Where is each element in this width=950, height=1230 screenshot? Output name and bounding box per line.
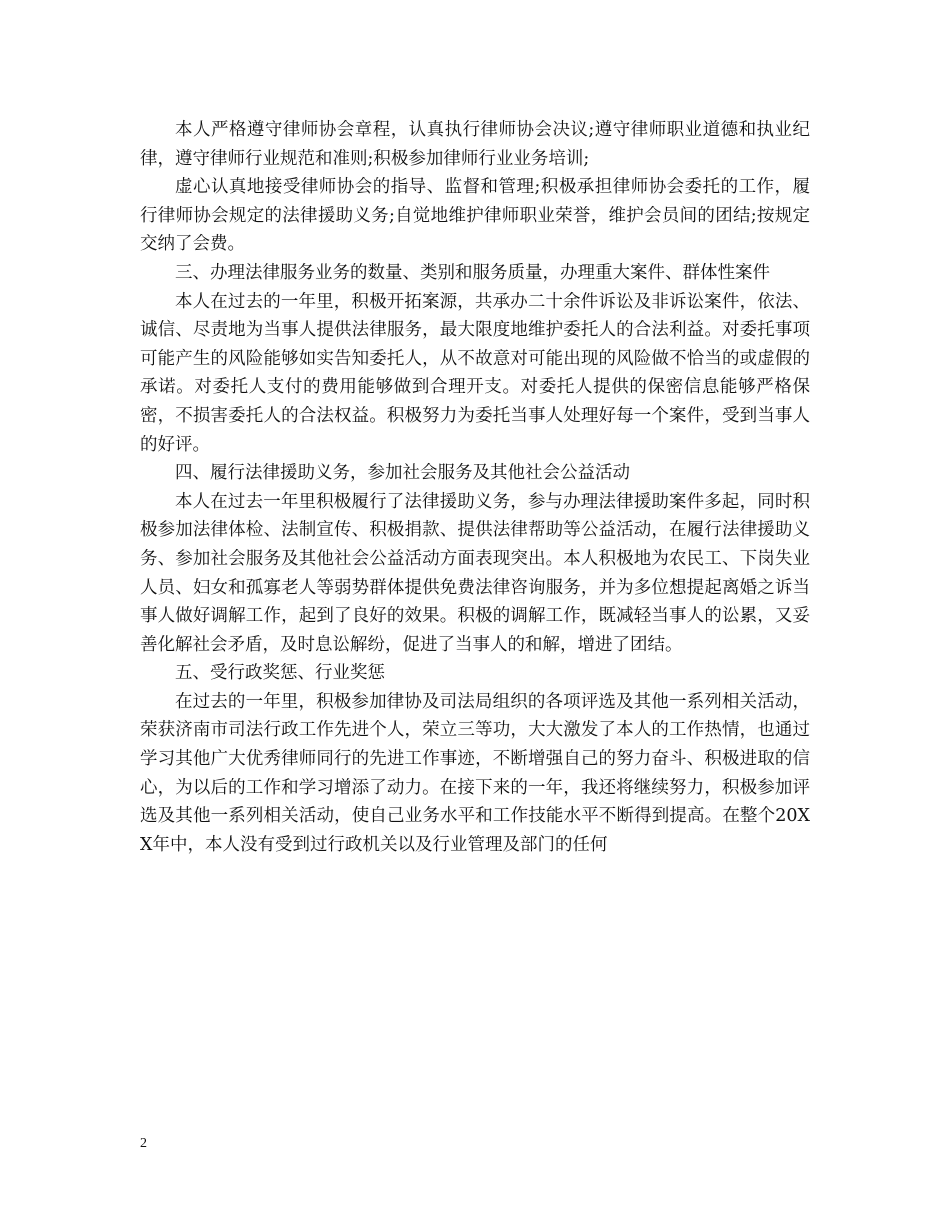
paragraph-awards: 在过去的一年里，积极参加律协及司法局组织的各项评选及其他一系列相关活动，荣获济南市司法行政工作先进个人，荣立三等功，大大激发了本人的工作热情，也通过学习其他广大优秀律师同行的先进工作事迹，不断增强自己的努力奋斗、积极进取的信心，为以后的工作和学习增添了动力。在接下来的一年，我还将继续努力，积极参加评选及其他一系列相关活动，使自己业务水平和工作技能水平不断得到提高。在整个20XX年中，本人没有受到过行政机关以及行业管理及部门的任何 [140, 691, 810, 855]
paragraph-legal-services: 本人在过去的一年里，积极开拓案源，共承办二十余件诉讼及非诉讼案件，依法、诚信、尽责地为当事人提供法律服务，最大限度地维护委托人的合法利益。对委托事项可能产生的风险能够如实告知委托人，从不故意对可能出现的风险做不恰当的或虚假的承诺。对委托人支付的费用能够做到合理开支。对委托人提供的保密信息能够严格保密，不损害委托人的合法权益。积极努力为委托当事人处理好每一个案件，受到当事人的好评。 [140, 291, 810, 455]
section-heading-legal-services: 三、办理法律服务业务的数量、类别和服务质量，办理重大案件、群体性案件 [175, 262, 770, 283]
document-body [140, 116, 810, 859]
page-number: 2 [140, 1136, 147, 1151]
paragraph-association-duties: 虚心认真地接受律师协会的指导、监督和管理;积极承担律师协会委托的工作，履行律师协会规定的法律援助义务;自觉地维护律师职业荣誉，维护会员间的团结;按规定交纳了会费。 [140, 177, 810, 255]
section-heading-legal-aid: 四、履行法律援助义务，参加社会服务及其他社会公益活动 [175, 463, 630, 484]
paragraph-legal-aid: 本人在过去一年里积极履行了法律援助义务，参与办理法律援助案件多起，同时积极参加法律体检、法制宣传、积极捐款、提供法律帮助等公益活动，在履行法律援助义务、参加社会服务及其他社会公益活动方面表现突出。本人积极地为农民工、下岗失业人员、妇女和孤寡老人等弱势群体提供免费法律咨询服务，并为多位想提起离婚之诉当事人做好调解工作，起到了良好的效果。积极的调解工作，既减轻当事人的讼累，又妥善化解社会矛盾，及时息讼解纷，促进了当事人的和解，增进了团结。 [140, 491, 810, 655]
section-heading-awards: 五、受行政奖惩、行业奖惩 [175, 663, 385, 684]
paragraph-professional-conduct: 本人严格遵守律师协会章程，认真执行律师协会决议;遵守律师职业道德和执业纪律，遵守律师行业规范和准则;积极参加律师行业业务培训; [140, 120, 810, 169]
